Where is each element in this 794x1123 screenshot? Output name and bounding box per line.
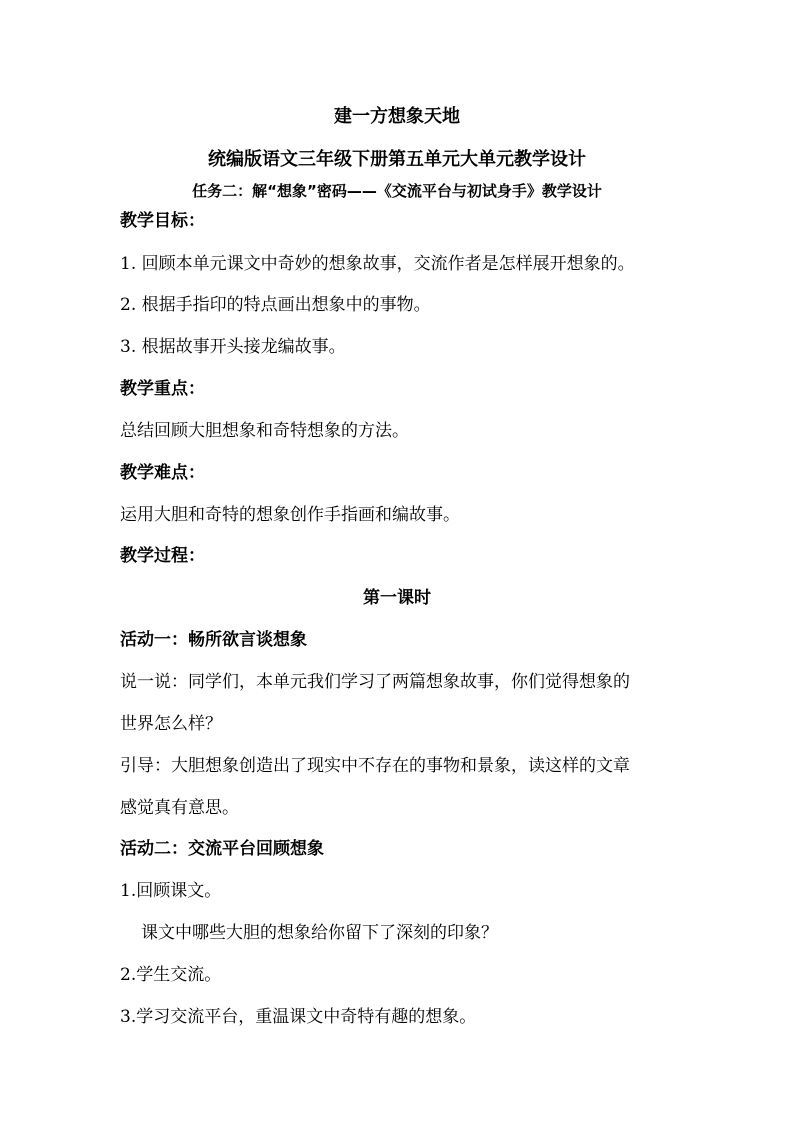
objective-item: 2. 根据手指印的特点画出想象中的事物。 [120,295,431,315]
document-title: 建一方想象天地 [334,106,460,127]
activity1-heading: 活动一：畅所欲言谈想象 [120,630,307,650]
lesson-heading: 第一课时 [363,588,431,608]
objective-item: 3. 根据故事开头接龙编故事。 [120,337,346,357]
key-text: 总结回顾大胆想象和奇特想象的方法。 [120,421,409,441]
activity2-line: 1.回顾课文。 [120,881,222,901]
key-heading: 教学重点： [120,379,205,399]
activity1-line: 世界怎么样？ [120,714,222,734]
objective-item: 1. 回顾本单元课文中奇妙的想象故事，交流作者是怎样展开想象的。 [120,254,635,274]
difficulty-text: 运用大胆和奇特的想象创作手指画和编故事。 [120,505,460,525]
task-heading: 任务二：解“想象”密码——《交流平台与初试身手》教学设计 [192,182,602,200]
activity2-line: 2.学生交流。 [120,965,222,985]
activity1-line: 引导：大胆想象创造出了现实中不存在的事物和景象，读这样的文章 [120,756,630,776]
process-heading: 教学过程： [120,546,205,566]
activity1-line: 说一说：同学们，本单元我们学习了两篇想象故事，你们觉得想象的 [120,672,630,692]
activity1-line: 感觉真有意思。 [120,798,239,818]
activity2-line: 3.学习交流平台，重温课文中奇特有趣的想象。 [120,1007,477,1027]
objectives-heading: 教学目标： [120,211,205,231]
difficulty-heading: 教学难点： [120,463,205,483]
activity2-line: 课文中哪些大胆的想象给你留下了深刻的印象？ [141,923,498,943]
activity2-heading: 活动二：交流平台回顾想象 [120,839,324,859]
document-subtitle: 统编版语文三年级下册第五单元大单元教学设计 [208,149,586,170]
